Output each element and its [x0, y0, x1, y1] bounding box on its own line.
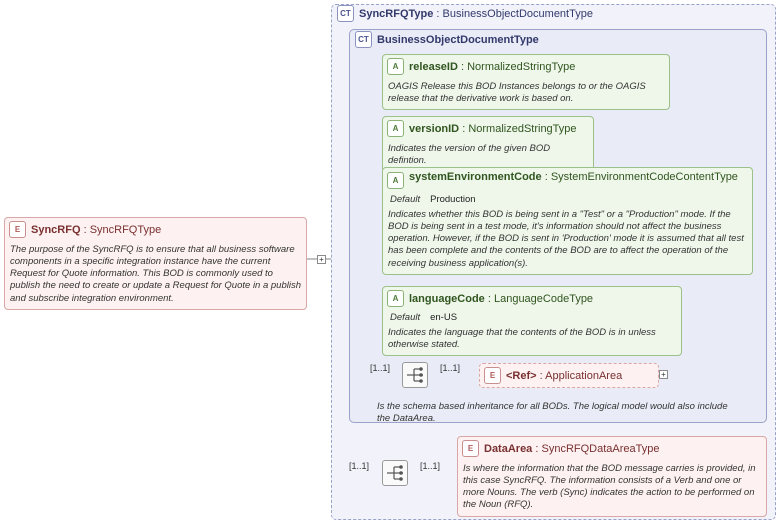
element-applicationarea-separator: :	[536, 369, 546, 382]
attribute-languagecode-title	[409, 293, 593, 305]
element-icon: E	[462, 440, 479, 457]
attribute-releaseid-name: releaseID	[409, 60, 458, 73]
attribute-languagecode-description: Indicates the language that the contents of the BOD is in unless otherwise stated.	[388, 327, 656, 351]
attribute-systemenvironmentcode-name: systemEnvironmentCode	[409, 171, 542, 183]
element-syncrfq-header	[5, 218, 306, 241]
attribute-versionid[interactable]	[382, 116, 594, 172]
element-syncrfq[interactable]	[4, 217, 307, 310]
element-applicationarea-title	[506, 370, 622, 382]
attribute-languagecode-name: languageCode	[409, 292, 485, 305]
element-dataarea-description: Is where the information that the BOD message carries is provided, in this case SyncRFQ. The information consists of a Verb and one or more Nouns. The verb (Sync) indicates the action to be performed on the Noun (RFQ).	[463, 463, 756, 511]
attribute-icon: A	[387, 172, 404, 189]
element-dataarea-title	[484, 443, 659, 455]
element-applicationarea-ref[interactable]	[479, 363, 659, 388]
attribute-languagecode-separator: :	[484, 292, 494, 305]
element-syncrfq-title	[31, 224, 161, 236]
element-applicationarea-header	[480, 364, 658, 387]
default-value: en-US	[430, 312, 458, 323]
complextype-title	[359, 8, 593, 20]
attribute-systemenvironmentcode-description: Indicates whether this BOD is being sent in a "Test" or a "Production" mode. If the BOD is being sent in a test mode, it's information should not affect the business operation. However, if the BOD is sent in 'Production' mode it is assumed that all test has been complete and the contents of the BOD are to affect the operation of the receiving business application(s).	[388, 209, 744, 269]
attribute-releaseid-description: OAGIS Release this BOD Instances belongs to or the OAGIS release that the derivative work is based on.	[388, 81, 646, 105]
element-dataarea-header	[458, 437, 766, 460]
element-dataarea-separator: :	[532, 442, 542, 455]
complextype-name: SyncRFQType	[359, 7, 434, 20]
attribute-versionid-type: NormalizedStringType	[468, 122, 577, 135]
element-applicationarea-name: <Ref>	[506, 369, 537, 382]
attribute-systemenvironmentcode-type: SystemEnvironmentCodeContentType	[550, 171, 738, 183]
element-icon: E	[484, 367, 501, 384]
complextype-title-inner: BusinessObjectDocumentType	[377, 33, 539, 46]
attribute-releaseid-type: NormalizedStringType	[467, 60, 576, 73]
cardinality-applicationarea-left: [1..1]	[370, 363, 391, 373]
cardinality-applicationarea-right: [1..1]	[440, 363, 461, 373]
expand-toggle-applicationarea[interactable]: +	[659, 370, 668, 379]
attribute-languagecode-header	[383, 287, 681, 310]
element-applicationarea-type: ApplicationArea	[545, 369, 623, 382]
attribute-releaseid-header	[383, 55, 669, 78]
attribute-icon: A	[387, 120, 404, 137]
attribute-languagecode[interactable]	[382, 286, 682, 356]
cardinality-dataarea-right: [1..1]	[420, 461, 441, 471]
default-label: Default	[390, 194, 421, 205]
attribute-icon: A	[387, 58, 404, 75]
sequence-compositor-applicationarea[interactable]	[402, 362, 428, 388]
element-syncrfq-description: The purpose of the SyncRFQ is to ensure that all business software components in a specific integration instance have the current Request for Quote information. This BOD is commonly used to publish the need to create or update a Request for Quote in a publish and subscribe integration environment.	[10, 244, 302, 304]
element-icon: E	[9, 221, 26, 238]
complextype-header-businessobjectdocumenttype	[355, 31, 539, 48]
complextype-icon-inner: CT	[355, 31, 372, 48]
attribute-releaseid-separator: :	[457, 60, 468, 73]
inner-container-note: Is the schema based inheritance for all BODs. The logical model would also include the DataArea.	[377, 401, 728, 425]
attribute-languagecode-type: LanguageCodeType	[493, 292, 594, 305]
expand-toggle-root[interactable]: +	[317, 255, 326, 264]
default-label: Default	[390, 312, 421, 323]
attribute-systemenvironmentcode-default	[383, 192, 752, 206]
attribute-versionid-title	[409, 123, 577, 135]
complextype-type: BusinessObjectDocumentType	[442, 7, 593, 20]
attribute-icon: A	[387, 290, 404, 307]
element-syncrfq-separator: :	[80, 223, 90, 236]
attribute-versionid-name: versionID	[409, 122, 460, 135]
complextype-header-syncrfqtype	[337, 5, 593, 22]
element-dataarea-type: SyncRFQDataAreaType	[541, 442, 660, 455]
attribute-versionid-header	[383, 117, 593, 140]
attribute-languagecode-default	[383, 310, 681, 324]
complextype-separator: :	[433, 7, 443, 20]
attribute-systemenvironmentcode[interactable]	[382, 167, 753, 275]
element-dataarea[interactable]	[457, 436, 767, 517]
attribute-systemenvironmentcode-header	[383, 168, 752, 192]
cardinality-dataarea-left: [1..1]	[349, 461, 370, 471]
complextype-icon: CT	[337, 5, 354, 22]
attribute-versionid-separator: :	[459, 122, 469, 135]
attribute-releaseid[interactable]	[382, 54, 670, 110]
element-dataarea-name: DataArea	[484, 442, 533, 455]
default-value: Production	[430, 194, 476, 205]
sequence-compositor-dataarea[interactable]	[382, 460, 408, 486]
attribute-versionid-description: Indicates the version of the given BOD defintion.	[388, 143, 551, 167]
element-syncrfq-name: SyncRFQ	[31, 223, 81, 236]
element-syncrfq-type: SyncRFQType	[89, 223, 162, 236]
attribute-releaseid-title	[409, 61, 575, 73]
attribute-systemenvironmentcode-title	[409, 171, 738, 183]
attribute-systemenvironmentcode-separator: :	[541, 171, 551, 183]
